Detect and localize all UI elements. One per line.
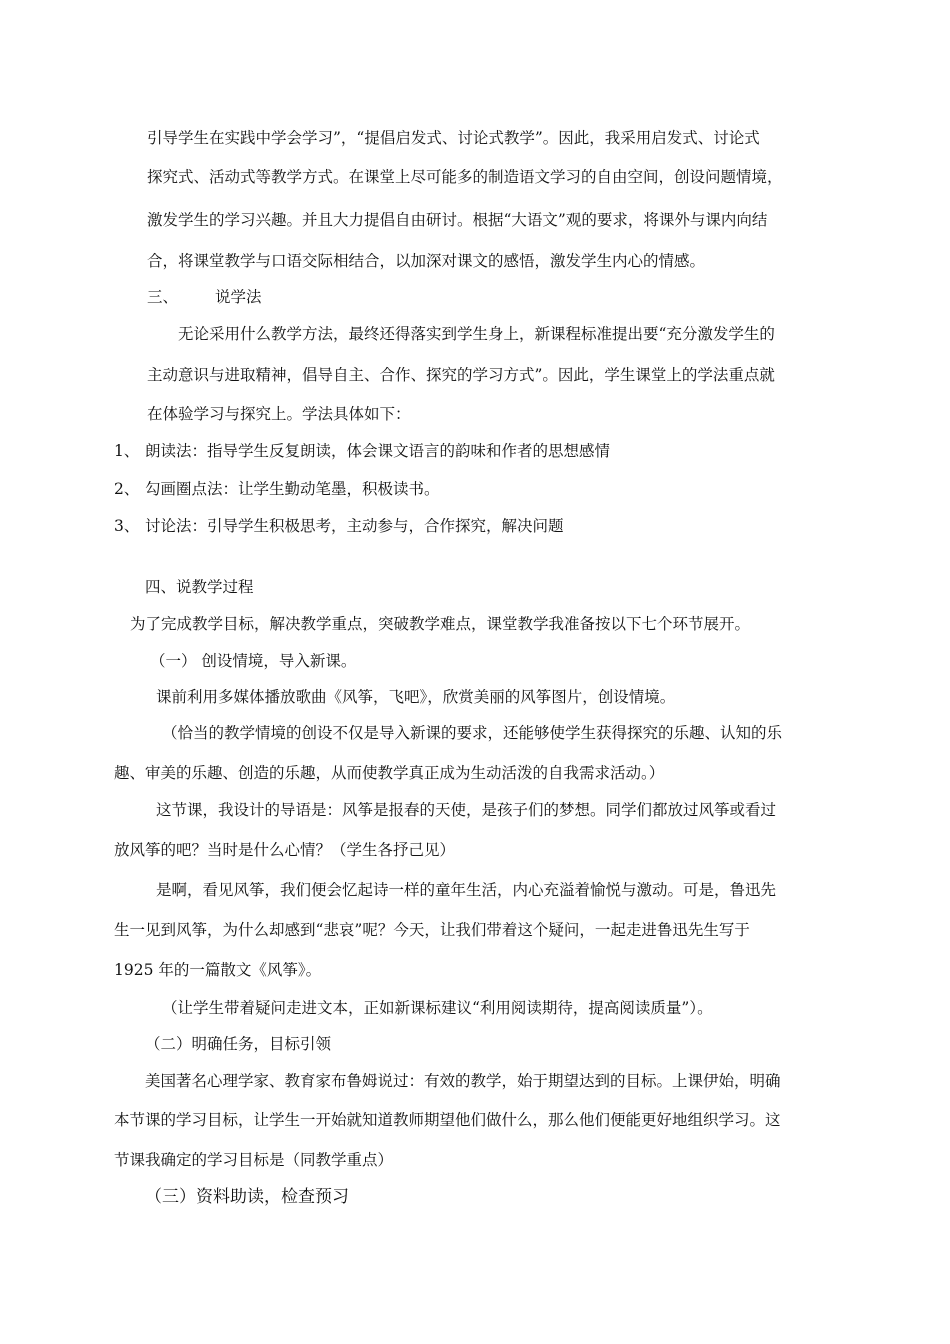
paragraph-line: 引导学生在实践中学会学习”，“提倡启发式、讨论式教学”。因此，我采用启发式、讨论式 [147, 129, 760, 147]
section-heading: 四、说教学过程 [145, 578, 254, 596]
step-heading: （三）资料助读，检查预习 [145, 1187, 349, 1207]
paragraph-line: 美国著名心理学家、教育家布鲁姆说过：有效的教学，始于期望达到的目标。上课伊始，明确 [145, 1072, 781, 1090]
paragraph-line: （让学生带着疑问走进文本，正如新课标建议“利用阅读期待，提高阅读质量”）。 [162, 999, 713, 1017]
paragraph-line: 趣、审美的乐趣、创造的乐趣，从而使教学真正成为生动活泼的自我需求活动。） [114, 764, 665, 782]
section-number: 三、 [147, 288, 179, 306]
paragraph-line: 这节课，我设计的导语是：风筝是报春的天使，是孩子们的梦想。同学们都放过风筝或看过 [156, 801, 777, 819]
paragraph-line: 为了完成教学目标，解决教学重点，突破教学难点，课堂教学我准备按以下七个环节展开。 [130, 615, 751, 633]
list-item: 讨论法：引导学生积极思考，主动参与，合作探究，解决问题 [145, 517, 564, 535]
paragraph-line: （恰当的教学情境的创设不仅是导入新课的要求，还能够使学生获得探究的乐趣、认知的乐 [162, 724, 783, 742]
paragraph-line: 无论采用什么教学方法，最终还得落实到学生身上，新课程标准提出要“充分激发学生的 [178, 325, 775, 343]
list-number: 1、 [114, 442, 140, 460]
paragraph-line: 是啊，看见风筝，我们便会忆起诗一样的童年生活，内心充溢着愉悦与激动。可是，鲁迅先 [156, 881, 777, 899]
step-heading: （一） 创设情境，导入新课。 [150, 652, 357, 670]
section-heading: 说学法 [215, 288, 262, 306]
step-heading: （二）明确任务，目标引领 [145, 1035, 332, 1053]
paragraph-line: 生一见到风筝，为什么却感到“悲哀”呢？今天，让我们带着这个疑问，一起走进鲁迅先生写于 [114, 921, 750, 939]
paragraph-line: 放风筝的吧？当时是什么心情？（学生各抒己见） [114, 841, 456, 859]
paragraph-line: 1925 年的一篇散文《风筝》。 [114, 961, 322, 979]
paragraph-line: 激发学生的学习兴趣。并且大力提倡自由研讨。根据“大语文”观的要求，将课外与课内向结 [147, 211, 768, 229]
list-item: 朗读法：指导学生反复朗读，体会课文语言的韵味和作者的思想感情 [145, 442, 611, 460]
list-item: 勾画圈点法：让学生勤动笔墨，积极读书。 [145, 480, 440, 498]
paragraph-line: 本节课的学习目标，让学生一开始就知道教师期望他们做什么，那么他们便能更好地组织学习。这 [114, 1111, 781, 1129]
list-number: 2、 [114, 480, 140, 498]
list-number: 3、 [114, 517, 140, 535]
paragraph-line: 节课我确定的学习目标是（同教学重点） [114, 1151, 394, 1169]
paragraph-line: 主动意识与进取精神，倡导自主、合作、探究的学习方式”。因此，学生课堂上的学法重点就 [147, 366, 775, 384]
paragraph-line: 合，将课堂教学与口语交际相结合，以加深对课文的感悟，激发学生内心的情感。 [147, 252, 706, 270]
paragraph-line: 探究式、活动式等教学方式。在课堂上尽可能多的制造语文学习的自由空间，创设问题情境， [147, 168, 783, 186]
paragraph-line: 课前利用多媒体播放歌曲《风筝，飞吧》，欣赏美丽的风筝图片，创设情境。 [156, 688, 676, 706]
paragraph-line: 在体验学习与探究上。学法具体如下： [147, 405, 411, 423]
